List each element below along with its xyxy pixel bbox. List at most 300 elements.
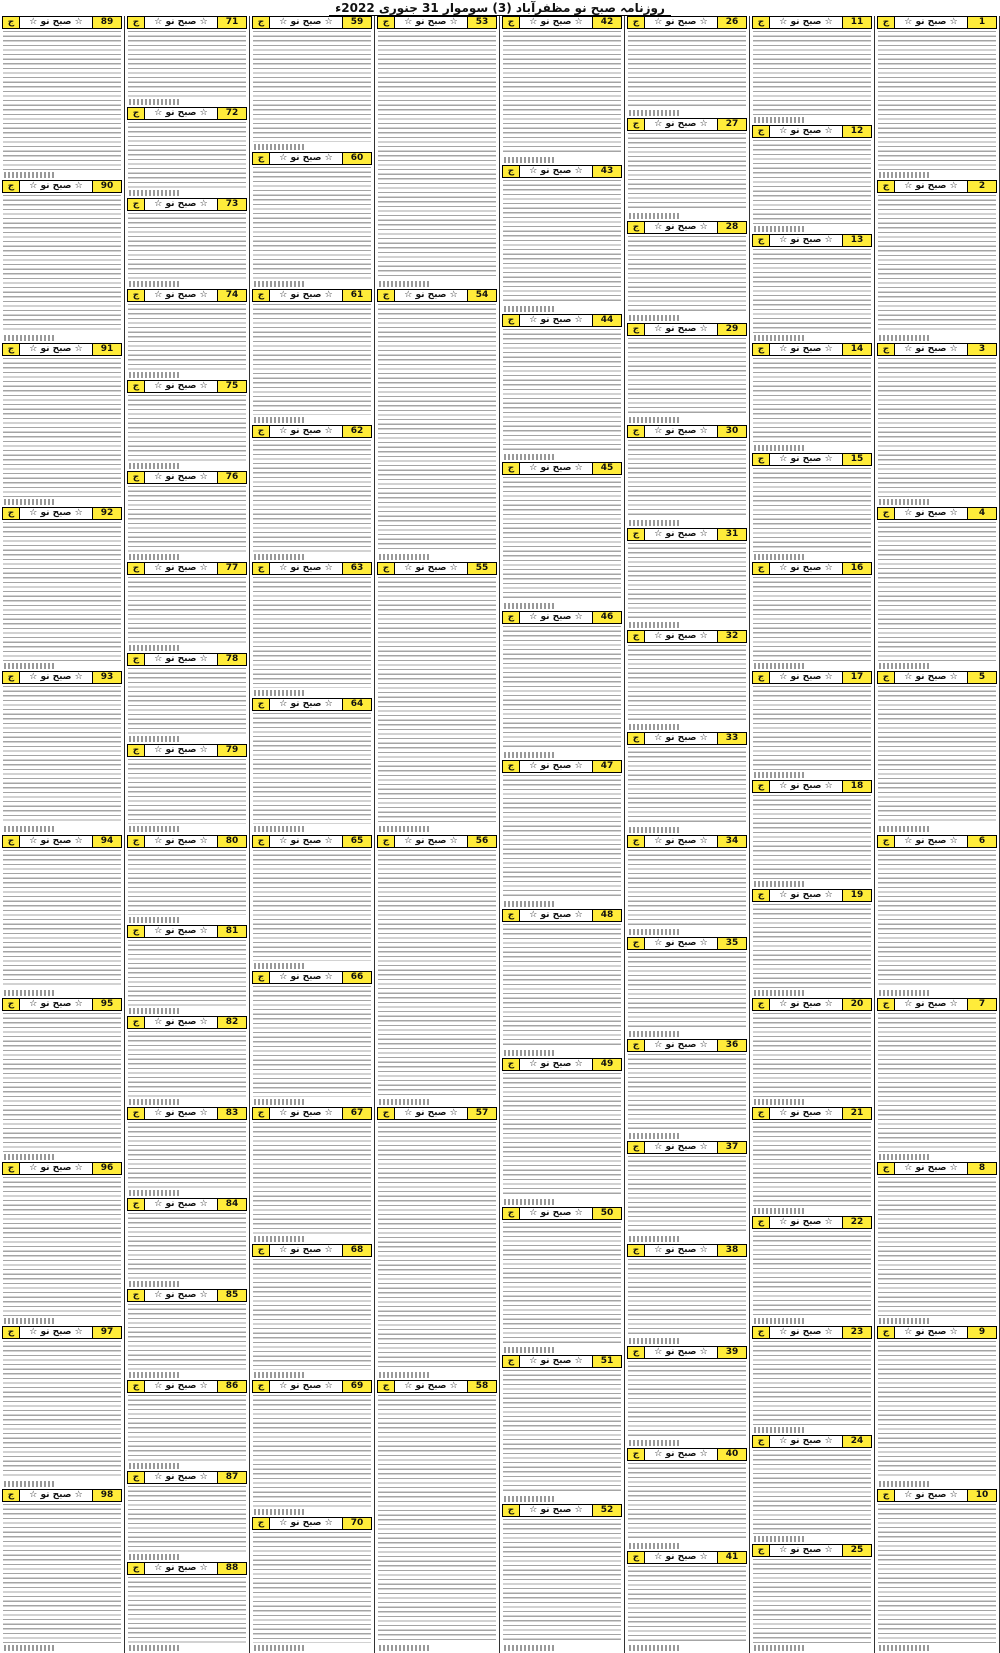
notice-number: 68 bbox=[342, 1245, 371, 1256]
notice-title: ☆ صبح نو ☆ bbox=[779, 1544, 833, 1555]
notice-title: ☆ صبح نو ☆ bbox=[904, 671, 958, 682]
notice-body-text bbox=[878, 358, 996, 505]
notice-title: ☆ صبح نو ☆ bbox=[154, 1108, 208, 1119]
notice-entry bbox=[0, 16, 124, 179]
newspaper-logo-icon: ج bbox=[628, 1040, 645, 1051]
notice-title: ☆ صبح نو ☆ bbox=[779, 1435, 833, 1446]
notice-number: 58 bbox=[467, 1381, 496, 1392]
notice-entry bbox=[125, 1107, 249, 1197]
newspaper-logo-icon: ج bbox=[503, 910, 520, 921]
notice-entry bbox=[750, 234, 874, 342]
newspaper-logo-icon: ج bbox=[128, 654, 145, 665]
notice-signature bbox=[254, 1372, 304, 1378]
notice-title: ☆ صبح نو ☆ bbox=[279, 1381, 333, 1392]
notice-entry bbox=[750, 1326, 874, 1434]
notice-number: 43 bbox=[592, 166, 621, 177]
notice-body-text bbox=[753, 1450, 871, 1542]
notice-entry bbox=[125, 1380, 249, 1470]
notice-body-text bbox=[253, 1395, 371, 1514]
notice-entry bbox=[0, 1162, 124, 1325]
notice-number: 98 bbox=[92, 1490, 121, 1501]
notice-entry bbox=[0, 180, 124, 343]
notice-entry bbox=[625, 835, 749, 936]
notice-body-text bbox=[503, 924, 621, 1056]
notice-title: ☆ صبح نو ☆ bbox=[779, 126, 833, 137]
notice-signature bbox=[4, 990, 54, 996]
notice-header bbox=[127, 198, 247, 211]
newspaper-logo-icon: ج bbox=[503, 1059, 520, 1070]
notice-number: 37 bbox=[717, 1142, 746, 1153]
notice-title: ☆ صبح نو ☆ bbox=[29, 17, 83, 27]
notice-signature bbox=[129, 826, 179, 832]
newspaper-logo-icon: ج bbox=[628, 222, 645, 233]
notice-body-text bbox=[878, 1013, 996, 1160]
notice-title: ☆ صبح نو ☆ bbox=[154, 1381, 208, 1392]
newspaper-logo-icon: ج bbox=[878, 344, 895, 355]
notice-number: 4 bbox=[967, 508, 996, 519]
notice-body-text bbox=[753, 686, 871, 778]
notice-entry bbox=[0, 343, 124, 506]
notice-signature bbox=[4, 663, 54, 669]
notice-body-text bbox=[628, 440, 746, 525]
notice-title: ☆ صبح نو ☆ bbox=[404, 562, 458, 573]
notice-title: ☆ صبح نو ☆ bbox=[904, 180, 958, 191]
newspaper-logo-icon: ج bbox=[128, 381, 145, 392]
newspaper-logo-icon: ج bbox=[878, 181, 895, 192]
notice-body-text bbox=[253, 440, 371, 559]
notice-body-text bbox=[628, 747, 746, 832]
newspaper-logo-icon: ج bbox=[503, 612, 520, 623]
notice-entry bbox=[750, 1435, 874, 1543]
notice-header bbox=[877, 507, 997, 520]
notice-body-text bbox=[3, 358, 121, 505]
notice-title: ☆ صبح نو ☆ bbox=[404, 17, 458, 27]
notice-signature bbox=[129, 281, 179, 287]
notice-signature bbox=[129, 1645, 179, 1651]
notice-title: ☆ صبح نو ☆ bbox=[29, 671, 83, 682]
notice-body-text bbox=[753, 795, 871, 887]
notice-header bbox=[752, 1326, 872, 1339]
notice-entry bbox=[625, 528, 749, 629]
notice-signature bbox=[754, 1099, 804, 1105]
notice-number: 81 bbox=[217, 926, 246, 937]
notice-number: 7 bbox=[967, 999, 996, 1010]
notice-header bbox=[252, 1244, 372, 1257]
notice-title: ☆ صبح نو ☆ bbox=[529, 1505, 583, 1516]
notice-signature bbox=[629, 1440, 679, 1446]
notice-body-text bbox=[878, 850, 996, 997]
notice-signature bbox=[4, 172, 54, 178]
newspaper-logo-icon: ج bbox=[753, 1545, 770, 1556]
notice-header bbox=[627, 732, 747, 745]
notice-signature bbox=[629, 622, 679, 628]
notice-body-text bbox=[753, 468, 871, 560]
newspaper-logo-icon: ج bbox=[378, 836, 395, 847]
notice-body-text bbox=[503, 626, 621, 758]
notice-header bbox=[252, 289, 372, 302]
notice-number: 49 bbox=[592, 1059, 621, 1070]
notice-number: 51 bbox=[592, 1356, 621, 1367]
notice-body-text bbox=[628, 850, 746, 935]
newspaper-logo-icon: ج bbox=[378, 290, 395, 301]
notice-header bbox=[2, 343, 122, 356]
newspaper-logo-icon: ج bbox=[128, 745, 145, 756]
notice-entry bbox=[750, 343, 874, 451]
notice-signature bbox=[379, 1372, 429, 1378]
notice-signature bbox=[4, 1481, 54, 1487]
newspaper-logo-icon: ج bbox=[753, 17, 770, 28]
notice-signature bbox=[379, 554, 429, 560]
notice-body-text bbox=[128, 213, 246, 287]
notice-signature bbox=[879, 990, 929, 996]
notice-entry bbox=[625, 937, 749, 1038]
notice-title: ☆ صبح نو ☆ bbox=[279, 289, 333, 300]
notice-number: 72 bbox=[217, 108, 246, 119]
notice-entry bbox=[375, 835, 499, 1107]
newspaper-logo-icon: ج bbox=[628, 1142, 645, 1153]
notice-header bbox=[877, 180, 997, 193]
notice-number: 41 bbox=[717, 1552, 746, 1563]
notice-entry bbox=[250, 1107, 374, 1242]
notice-header bbox=[127, 925, 247, 938]
notice-body-text bbox=[503, 1222, 621, 1354]
notice-header bbox=[252, 698, 372, 711]
notice-header bbox=[377, 1380, 497, 1393]
notice-header bbox=[752, 1216, 872, 1229]
notice-body-text bbox=[628, 543, 746, 628]
newspaper-logo-icon: ج bbox=[378, 1381, 395, 1392]
notice-number: 2 bbox=[967, 181, 996, 192]
notice-header bbox=[627, 1244, 747, 1257]
notice-header bbox=[502, 1058, 622, 1071]
notice-signature bbox=[254, 826, 304, 832]
notice-body-text bbox=[3, 1341, 121, 1488]
notice-title: ☆ صبح نو ☆ bbox=[404, 1108, 458, 1119]
notice-entry bbox=[625, 1244, 749, 1345]
notice-header bbox=[127, 16, 247, 29]
notice-column bbox=[875, 16, 999, 1653]
notice-number: 66 bbox=[342, 972, 371, 983]
notice-body-text bbox=[628, 645, 746, 730]
notice-body-text bbox=[878, 195, 996, 342]
notice-signature bbox=[129, 736, 179, 742]
notice-header bbox=[252, 152, 372, 165]
notice-title: ☆ صبح نو ☆ bbox=[154, 926, 208, 937]
notice-signature bbox=[629, 213, 679, 219]
notice-body-text bbox=[878, 31, 996, 178]
notice-column bbox=[500, 16, 624, 1653]
notice-signature bbox=[754, 445, 804, 451]
masthead bbox=[0, 0, 1000, 16]
newspaper-logo-icon: ج bbox=[628, 324, 645, 335]
newspaper-logo-icon: ج bbox=[878, 17, 895, 28]
newspaper-logo-icon: ج bbox=[253, 699, 270, 710]
notice-body-text bbox=[253, 304, 371, 423]
newspaper-logo-icon: ج bbox=[3, 672, 20, 683]
notice-header bbox=[502, 165, 622, 178]
notice-signature bbox=[129, 190, 179, 196]
column-divider bbox=[749, 16, 750, 1653]
notice-body-text bbox=[128, 1213, 246, 1287]
notice-signature bbox=[504, 1347, 554, 1353]
newspaper-logo-icon: ج bbox=[378, 563, 395, 574]
notice-title: ☆ صبح نو ☆ bbox=[529, 1356, 583, 1367]
notice-header bbox=[502, 611, 622, 624]
notice-title: ☆ صبح نو ☆ bbox=[654, 119, 708, 130]
notice-signature bbox=[504, 1496, 554, 1502]
notice-entry bbox=[500, 760, 624, 908]
notice-number: 38 bbox=[717, 1245, 746, 1256]
notice-title: ☆ صبح نو ☆ bbox=[654, 937, 708, 948]
newspaper-logo-icon: ج bbox=[503, 463, 520, 474]
notice-body-text bbox=[628, 338, 746, 423]
notice-number: 84 bbox=[217, 1199, 246, 1210]
notice-header bbox=[252, 1517, 372, 1530]
notice-number: 48 bbox=[592, 910, 621, 921]
newspaper-logo-icon: ج bbox=[628, 119, 645, 130]
newspaper-logo-icon: ج bbox=[628, 631, 645, 642]
notice-signature bbox=[629, 1031, 679, 1037]
notice-body-text bbox=[628, 952, 746, 1037]
notice-number: 74 bbox=[217, 290, 246, 301]
newspaper-logo-icon: ج bbox=[253, 17, 270, 28]
notice-body-text bbox=[378, 304, 496, 560]
notice-header bbox=[377, 16, 497, 29]
notice-signature bbox=[379, 281, 429, 287]
notice-entry bbox=[375, 1107, 499, 1379]
notice-body-text bbox=[3, 31, 121, 178]
notice-signature bbox=[4, 499, 54, 505]
notice-entry bbox=[125, 16, 249, 106]
notice-body-text bbox=[378, 577, 496, 833]
notice-title: ☆ صبح نو ☆ bbox=[654, 528, 708, 539]
notice-body-text bbox=[3, 1177, 121, 1324]
notice-entry bbox=[500, 462, 624, 610]
notice-body-text bbox=[128, 1122, 246, 1196]
notice-entry bbox=[125, 1289, 249, 1379]
notice-header bbox=[627, 1141, 747, 1154]
notice-body-text bbox=[128, 759, 246, 833]
notice-signature bbox=[629, 724, 679, 730]
notice-number: 79 bbox=[217, 745, 246, 756]
notice-entry bbox=[0, 835, 124, 998]
notice-header bbox=[2, 507, 122, 520]
notice-title: ☆ صبح نو ☆ bbox=[654, 1347, 708, 1358]
notice-body-text bbox=[3, 1504, 121, 1651]
notice-number: 85 bbox=[217, 1290, 246, 1301]
notice-entry bbox=[125, 289, 249, 379]
notice-number: 53 bbox=[467, 17, 496, 28]
notice-header bbox=[877, 835, 997, 848]
notice-title: ☆ صبح نو ☆ bbox=[529, 1207, 583, 1218]
notice-header bbox=[502, 462, 622, 475]
notice-signature bbox=[879, 172, 929, 178]
newspaper-logo-icon: ج bbox=[253, 426, 270, 437]
notice-signature bbox=[754, 1536, 804, 1542]
notice-signature bbox=[504, 306, 554, 312]
notice-title: ☆ صبح نو ☆ bbox=[779, 562, 833, 573]
notice-body-text bbox=[128, 940, 246, 1014]
notice-entry bbox=[500, 165, 624, 313]
notice-number: 46 bbox=[592, 612, 621, 623]
notice-header bbox=[127, 471, 247, 484]
notice-number: 17 bbox=[842, 672, 871, 683]
notice-number: 70 bbox=[342, 1518, 371, 1529]
newspaper-logo-icon: ج bbox=[3, 17, 20, 28]
notice-number: 73 bbox=[217, 199, 246, 210]
notice-body-text bbox=[128, 1577, 246, 1651]
notice-header bbox=[752, 780, 872, 793]
notice-title: ☆ صبح نو ☆ bbox=[154, 198, 208, 209]
newspaper-logo-icon: ج bbox=[628, 1449, 645, 1460]
notice-header bbox=[252, 1107, 372, 1120]
notice-signature bbox=[629, 1236, 679, 1242]
notice-title: ☆ صبح نو ☆ bbox=[779, 1108, 833, 1119]
notice-entry bbox=[125, 1562, 249, 1652]
notice-signature bbox=[4, 1318, 54, 1324]
notice-entry bbox=[375, 16, 499, 288]
newspaper-logo-icon: ج bbox=[253, 290, 270, 301]
notice-entry bbox=[500, 1355, 624, 1503]
notice-title: ☆ صبح نو ☆ bbox=[154, 1290, 208, 1301]
notice-signature bbox=[629, 1133, 679, 1139]
notice-entry bbox=[125, 653, 249, 743]
notice-body-text bbox=[378, 31, 496, 287]
notice-body-text bbox=[378, 850, 496, 1106]
notice-number: 89 bbox=[92, 17, 121, 28]
newspaper-logo-icon: ج bbox=[753, 235, 770, 246]
notice-entry bbox=[125, 562, 249, 652]
notice-body-text bbox=[128, 577, 246, 651]
notice-body-text bbox=[128, 668, 246, 742]
notice-entry bbox=[250, 425, 374, 560]
newspaper-logo-icon: ج bbox=[128, 17, 145, 28]
notice-header bbox=[502, 314, 622, 327]
notice-title: ☆ صبح نو ☆ bbox=[279, 17, 333, 27]
notice-title: ☆ صبح نو ☆ bbox=[404, 835, 458, 846]
newspaper-logo-icon: ج bbox=[128, 290, 145, 301]
notice-header bbox=[627, 118, 747, 131]
notice-signature bbox=[754, 1645, 804, 1651]
notice-entry bbox=[625, 1448, 749, 1549]
notice-body-text bbox=[753, 1559, 871, 1651]
notice-entry bbox=[0, 1489, 124, 1652]
notice-entry bbox=[500, 909, 624, 1057]
notice-header bbox=[2, 835, 122, 848]
notice-entry bbox=[500, 1058, 624, 1206]
notice-title: ☆ صبح نو ☆ bbox=[279, 971, 333, 982]
notice-title: ☆ صبح نو ☆ bbox=[904, 1326, 958, 1337]
notice-number: 75 bbox=[217, 381, 246, 392]
notice-header bbox=[627, 221, 747, 234]
notice-number: 61 bbox=[342, 290, 371, 301]
newspaper-logo-icon: ج bbox=[628, 426, 645, 437]
notice-body-text bbox=[128, 1486, 246, 1560]
notice-number: 32 bbox=[717, 631, 746, 642]
notice-signature bbox=[129, 917, 179, 923]
notice-entry bbox=[250, 698, 374, 833]
newspaper-logo-icon: ج bbox=[3, 508, 20, 519]
notice-header bbox=[2, 998, 122, 1011]
newspaper-logo-icon: ج bbox=[753, 1108, 770, 1119]
notice-title: ☆ صبح نو ☆ bbox=[654, 733, 708, 744]
notice-column bbox=[750, 16, 874, 1653]
notice-body-text bbox=[628, 1361, 746, 1446]
notice-entry bbox=[500, 1207, 624, 1355]
newspaper-logo-icon: ج bbox=[128, 1563, 145, 1574]
notice-entry bbox=[875, 835, 999, 998]
notice-signature bbox=[254, 144, 304, 150]
notice-title: ☆ صبح نو ☆ bbox=[154, 471, 208, 482]
notice-body-text bbox=[628, 1054, 746, 1139]
notice-column bbox=[375, 16, 499, 1653]
notice-signature bbox=[4, 1645, 54, 1651]
notice-body-text bbox=[503, 31, 621, 163]
notice-title: ☆ صبح نو ☆ bbox=[404, 1381, 458, 1392]
notice-entry bbox=[125, 1016, 249, 1106]
notice-number: 92 bbox=[92, 508, 121, 519]
notice-header bbox=[127, 744, 247, 757]
notice-title: ☆ صبح نو ☆ bbox=[529, 1058, 583, 1069]
notice-column bbox=[125, 16, 249, 1653]
notice-number: 88 bbox=[217, 1563, 246, 1574]
notice-signature bbox=[254, 1099, 304, 1105]
notice-number: 12 bbox=[842, 126, 871, 137]
newspaper-logo-icon: ج bbox=[3, 836, 20, 847]
notice-title: ☆ صبح نو ☆ bbox=[154, 653, 208, 664]
notice-number: 34 bbox=[717, 836, 746, 847]
notice-entry bbox=[625, 1141, 749, 1242]
notice-title: ☆ صبح نو ☆ bbox=[779, 999, 833, 1010]
notice-number: 55 bbox=[467, 563, 496, 574]
notice-number: 45 bbox=[592, 463, 621, 474]
newspaper-logo-icon: ج bbox=[878, 999, 895, 1010]
notice-number: 5 bbox=[967, 672, 996, 683]
notice-header bbox=[877, 1489, 997, 1502]
notice-body-text bbox=[253, 577, 371, 696]
notice-signature bbox=[254, 1645, 304, 1651]
notice-title: ☆ صبح نو ☆ bbox=[29, 1490, 83, 1501]
notice-body-text bbox=[753, 577, 871, 669]
notice-title: ☆ صبح نو ☆ bbox=[29, 999, 83, 1010]
notice-header bbox=[627, 528, 747, 541]
notice-header bbox=[127, 1471, 247, 1484]
notice-header bbox=[252, 16, 372, 29]
notice-header bbox=[752, 671, 872, 684]
notice-title: ☆ صبح نو ☆ bbox=[154, 1199, 208, 1210]
notice-signature bbox=[629, 1338, 679, 1344]
notice-entry bbox=[750, 998, 874, 1106]
notice-column bbox=[0, 16, 124, 1653]
notice-entry bbox=[875, 507, 999, 670]
notice-entry bbox=[625, 221, 749, 322]
notice-entry bbox=[375, 1380, 499, 1652]
notice-header bbox=[127, 107, 247, 120]
notice-number: 71 bbox=[217, 17, 246, 28]
newspaper-logo-icon: ج bbox=[628, 1552, 645, 1563]
notice-body-text bbox=[128, 1031, 246, 1105]
notice-entry bbox=[0, 998, 124, 1161]
newspaper-logo-icon: ج bbox=[3, 181, 20, 192]
notice-number: 31 bbox=[717, 529, 746, 540]
newspaper-logo-icon: ج bbox=[753, 563, 770, 574]
notice-header bbox=[2, 16, 122, 29]
notice-title: ☆ صبح نو ☆ bbox=[154, 107, 208, 118]
notice-number: 29 bbox=[717, 324, 746, 335]
notice-body-text bbox=[503, 180, 621, 312]
notice-number: 1 bbox=[967, 17, 996, 28]
notice-signature bbox=[254, 417, 304, 423]
